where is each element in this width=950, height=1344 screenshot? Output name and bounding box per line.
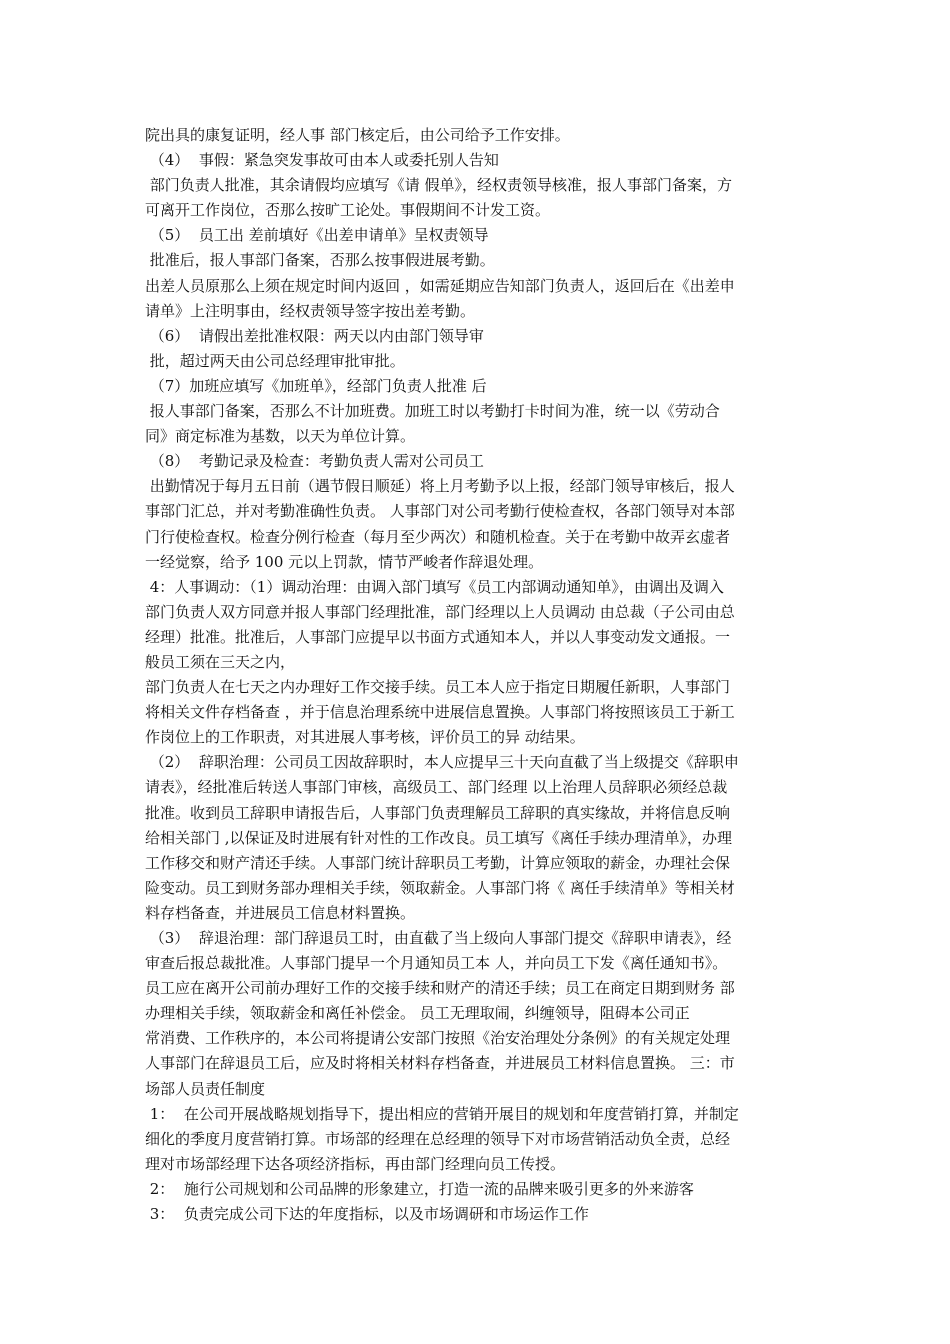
document-line: 工作移交和财产清还手续。人事部门统计辞职员工考勤，计算应领取的薪金，办理社会保: [145, 853, 731, 872]
document-line: 般员工须在三天之内，: [145, 652, 296, 671]
document-line: 可离开工作岗位，否那么按旷工论处。事假期间不计发工资。: [145, 201, 551, 220]
document-line: 部门负责人双方同意并报人事部门经理批准，部门经理以上人员调动 由总裁（子公司由总: [145, 602, 735, 621]
document-line: 险变动。员工到财务部办理相关手续，领取薪金。人事部门将《 离任手续清单》等相关材: [145, 878, 735, 897]
document-line: （5） 员工出 差前填好《出差申请单》呈权责领导: [145, 226, 489, 245]
document-line: 门行使检查权。检查分例行检查（每月至少两次）和随机检查。关于在考勤中故弄玄虚者: [145, 527, 731, 546]
document-line: 请表》，经批准后转送人事部门审核，高级员工、部门经理 以上治理人员辞职必须经总裁: [145, 778, 728, 797]
document-line: 院出具的康复证明，经人事 部门核定后，由公司给予工作安排。: [145, 126, 570, 144]
document-line: 办理相关手续，领取薪金和离任补偿金。 员工无理取闹，纠缠领导，阻碍本公司正: [145, 1004, 690, 1023]
document-line: 批准后，报人事部门备案，否那么按事假进展考勤。: [145, 251, 495, 270]
document-line: 一经觉察，给予 100 元以上罚款，情节严峻者作辞退处理。: [145, 552, 544, 571]
document-line: 出差人员原那么上须在规定时间内返回 ，如需延期应告知部门负责人，返回后在《出差申: [145, 276, 735, 295]
document-line: 细化的季度月度营销打算。市场部的经理在总经理的领导下对市场营销活动负全责，总经: [145, 1129, 731, 1148]
document-line: 料存档备查，并进展员工信息材料置换。: [145, 903, 416, 922]
document-line: （3） 辞退治理：部门辞退员工时，由直截了当上级向人事部门提交《辞职申请表》，经: [145, 929, 732, 947]
document-line: 作岗位上的工作职责，对其进展人事考核，评价员工的异 动结果。: [145, 728, 585, 747]
document-line: 批准。收到员工辞职申请报告后，人事部门负责理解员工辞职的真实缘故，并将信息反响: [145, 803, 731, 822]
document-line: 员工应在离开公司前办理好工作的交接手续和财产的清还手续；员工在商定日期到财务 部: [145, 979, 735, 998]
document-line: 2： 施行公司规划和公司品牌的形象建立，打造一流的品牌来吸引更多的外来游客: [145, 1179, 694, 1198]
document-line: 常消费、工作秩序的，本公司将提请公安部门按照《治安治理处分条例》的有关规定处理: [145, 1029, 731, 1048]
document-line: 给相关部门 ,以保证及时进展有针对性的工作改良。员工填写《离任手续办理清单》，办理: [145, 828, 733, 847]
document-line: 部门负责人批准，其余请假均应填写《请 假单》，经权责领导核准，报人事部门备案，方: [145, 176, 733, 195]
document-line: （2） 辞职治理：公司员工因故辞职时，本人应提早三十天向直截了当上级提交《辞职申: [145, 753, 739, 772]
document-line: （4） 事假：紧急突发事故可由本人或委托别人告知: [145, 151, 499, 170]
document-line: （6） 请假出差批准权限：两天以内由部门领导审: [145, 326, 484, 345]
document-line: 1： 在公司开展战略规划指导下，提出相应的营销开展目的规划和年度营销打算，并制定: [145, 1104, 739, 1123]
document-body: [145, 123, 825, 1227]
document-line: 4：人事调动：（1）调动治理：由调入部门填写《员工内部调动通知单》，由调出及调入: [145, 577, 724, 596]
document-line: 事部门汇总，并对考勤准确性负责。 人事部门对公司考勤行使检查权，各部门领导对本部: [145, 502, 735, 521]
document-line: 场部人员责任制度: [145, 1079, 266, 1098]
document-line: 审查后报总裁批准。人事部门提早一个月通知员工本 人，并向员工下发《离任通知书》。: [145, 954, 728, 973]
document-line: 批，超过两天由公司总经理审批审批。: [145, 351, 405, 370]
document-line: 同》商定标准为基数，以天为单位计算。: [145, 427, 416, 446]
document-line: 将相关文件存档备查 ，并于信息治理系统中进展信息置换。人事部门将按照该员工于新工: [145, 703, 735, 722]
document-line: 出勤情况于每月五日前（遇节假日顺延）将上月考勤予以上报，经部门领导审核后，报人: [145, 477, 735, 496]
document-line: 3： 负责完成公司下达的年度指标，以及市场调研和市场运作工作: [145, 1205, 589, 1224]
document-line: 理对市场部经理下达各项经济指标，再由部门经理向员工传授。: [145, 1154, 566, 1173]
document-line: （8） 考勤记录及检查：考勤负责人需对公司员工: [145, 452, 484, 471]
document-line: 部门负责人在七天之内办理好工作交接手续。员工本人应于指定日期履任新职，人事部门: [145, 678, 731, 697]
document-line: （7）加班应填写《加班单》，经部门负责人批准 后: [145, 376, 487, 395]
document-line: 报人事部门备案，否那么不计加班费。加班工时以考勤打卡时间为准，统一以《劳动合: [145, 402, 720, 421]
document-line: 请单》上注明事由，经权责领导签字按出差考勤。: [145, 301, 476, 320]
document-line: 经理）批准。批准后，人事部门应提早以书面方式通知本人，并以人事变动发文通报。一: [145, 627, 731, 646]
document-line: 人事部门在辞退员工后，应及时将相关材料存档备查，并进展员工材料信息置换。 三：市: [145, 1054, 735, 1073]
